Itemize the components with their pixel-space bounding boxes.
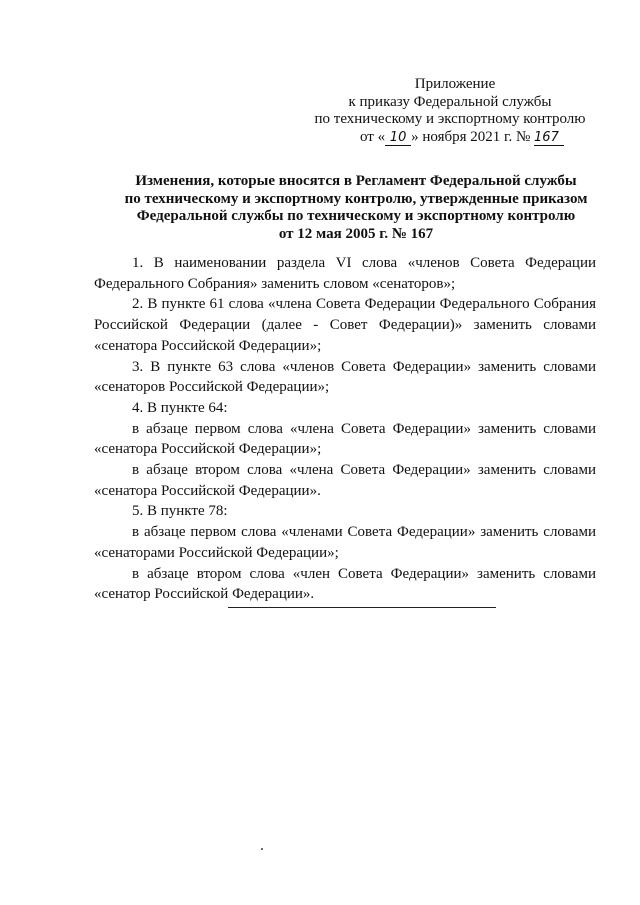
date-middle: » ноября 2021 г. № xyxy=(411,128,531,145)
appendix-header xyxy=(300,76,600,146)
appendix-agency-name: по техническому и экспортному контролю xyxy=(314,111,586,127)
title-line-4: от 12 мая 2005 г. № 167 xyxy=(278,225,434,242)
handwritten-day: 10 xyxy=(385,131,411,146)
end-divider xyxy=(228,607,496,608)
paragraph-5: 5. В пункте 78: xyxy=(132,503,228,520)
appendix-order-reference: к приказу Федеральной службы xyxy=(348,93,552,110)
paragraph-4-sub-1: в абзаце первом слова «члена Совета Федерации» заменить словами «сенатора Российской Федерации»; xyxy=(94,420,596,458)
title-line-3: Федеральной службы по техническому и экспортному контролю xyxy=(136,208,576,225)
date-prefix: от « xyxy=(359,128,386,145)
paragraph-4-sub-2: в абзаце втором слова «члена Совета Федерации» заменить словами «сенатора Российской Федерации». xyxy=(94,462,596,499)
paragraph-1: 1. В наименовании раздела VI слова «членов Совета Федерации Федерального Собрания» заменить словом «сенаторов»; xyxy=(94,255,596,292)
title-line-1: Изменения, которые вносятся в Регламент Федеральной службы xyxy=(135,173,577,189)
document-title xyxy=(96,173,616,243)
paragraph-5-sub-1: в абзаце первом слова «членами Совета Федерации» заменить словами «сенаторами Российской Федерации»; xyxy=(94,524,596,561)
appendix-label: Приложение xyxy=(414,76,496,92)
paragraph-4: 4. В пункте 64: xyxy=(132,399,228,416)
title-line-2: по техническому и экспортному контролю, утвержденные приказом xyxy=(124,190,588,207)
document-body xyxy=(94,253,596,605)
handwritten-order-number: 167 xyxy=(534,131,564,146)
scan-speck xyxy=(261,848,263,850)
appendix-date-line xyxy=(300,129,600,147)
paragraph-3: 3. В пункте 63 слова «членов Совета Федерации» заменить словами «сенаторов Российской Федерации»; xyxy=(94,358,596,396)
paragraph-5-sub-2: в абзаце втором слова «член Совета Федерации» заменить словами «сенатор Российской Федерации». xyxy=(94,565,596,603)
paragraph-2: 2. В пункте 61 слова «члена Совета Федерации Федерального Собрания Российской Федерации (далее - Совет Федерации)» заменить словами «сенатора Российской Федерации»; xyxy=(94,296,596,354)
